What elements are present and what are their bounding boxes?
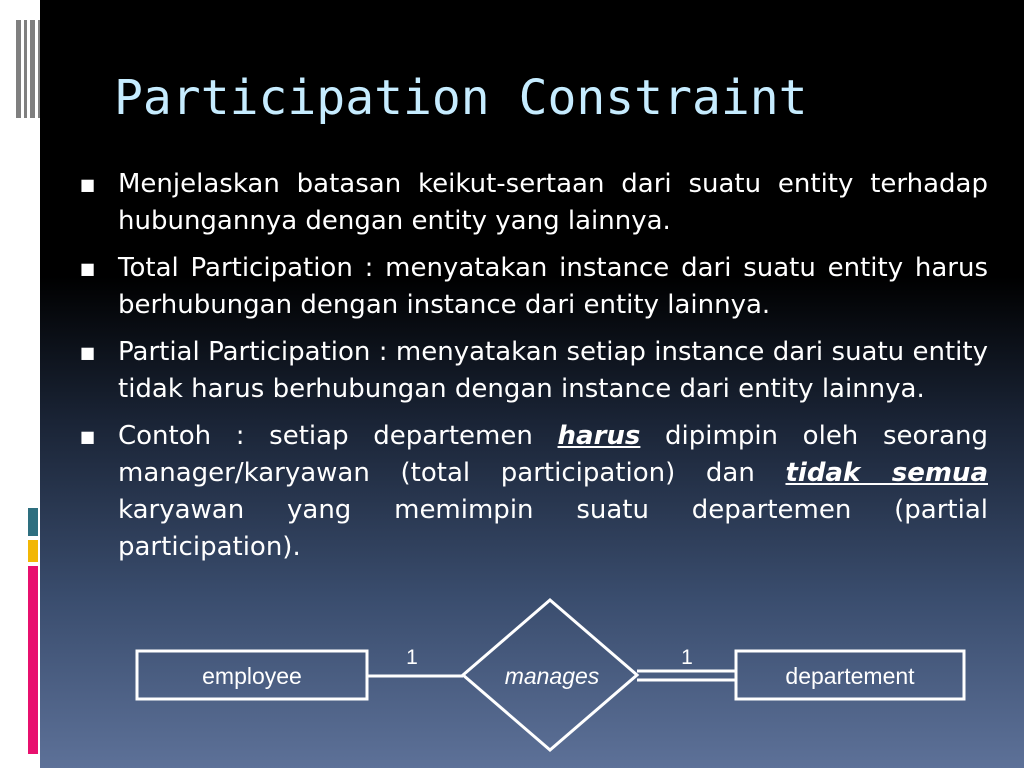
- square-bullet-icon: ■: [80, 259, 96, 278]
- entity-departement-label: departement: [785, 663, 915, 689]
- bullet-text: Partial Participation : menyatakan setiap instance dari suatu entity tidak harus berhubungan dengan instance dari entity lainnya.: [118, 337, 988, 404]
- emphasis-tidak-semua: tidak semua: [785, 458, 988, 488]
- square-bullet-icon: ■: [80, 343, 96, 362]
- page-title: Participation Constraint: [114, 70, 808, 126]
- emphasis-harus: harus: [557, 421, 641, 451]
- square-bullet-icon: ■: [80, 427, 96, 446]
- bullet-text-part: Contoh : setiap departemen: [118, 421, 558, 451]
- square-bullet-icon: ■: [80, 175, 96, 194]
- bullet-text: Total Participation : menyatakan instance dari suatu entity harus berhubungan dengan instance dari entity lainnya.: [118, 253, 988, 320]
- bullet-text-part: karyawan yang memimpin suatu departemen (partial participation).: [118, 495, 988, 562]
- bullet-text: Menjelaskan batasan keikut-sertaan dari suatu entity terhadap hubungannya dengan entity yang lainnya.: [118, 169, 988, 236]
- relationship-label: manages: [504, 663, 600, 689]
- cardinality-right: 1: [681, 646, 693, 669]
- cardinality-left: 1: [406, 646, 418, 669]
- bullet-text-part: dipimpin oleh seorang manager/karyawan (total participation) dan: [118, 421, 988, 488]
- entity-employee-label: employee: [202, 663, 302, 689]
